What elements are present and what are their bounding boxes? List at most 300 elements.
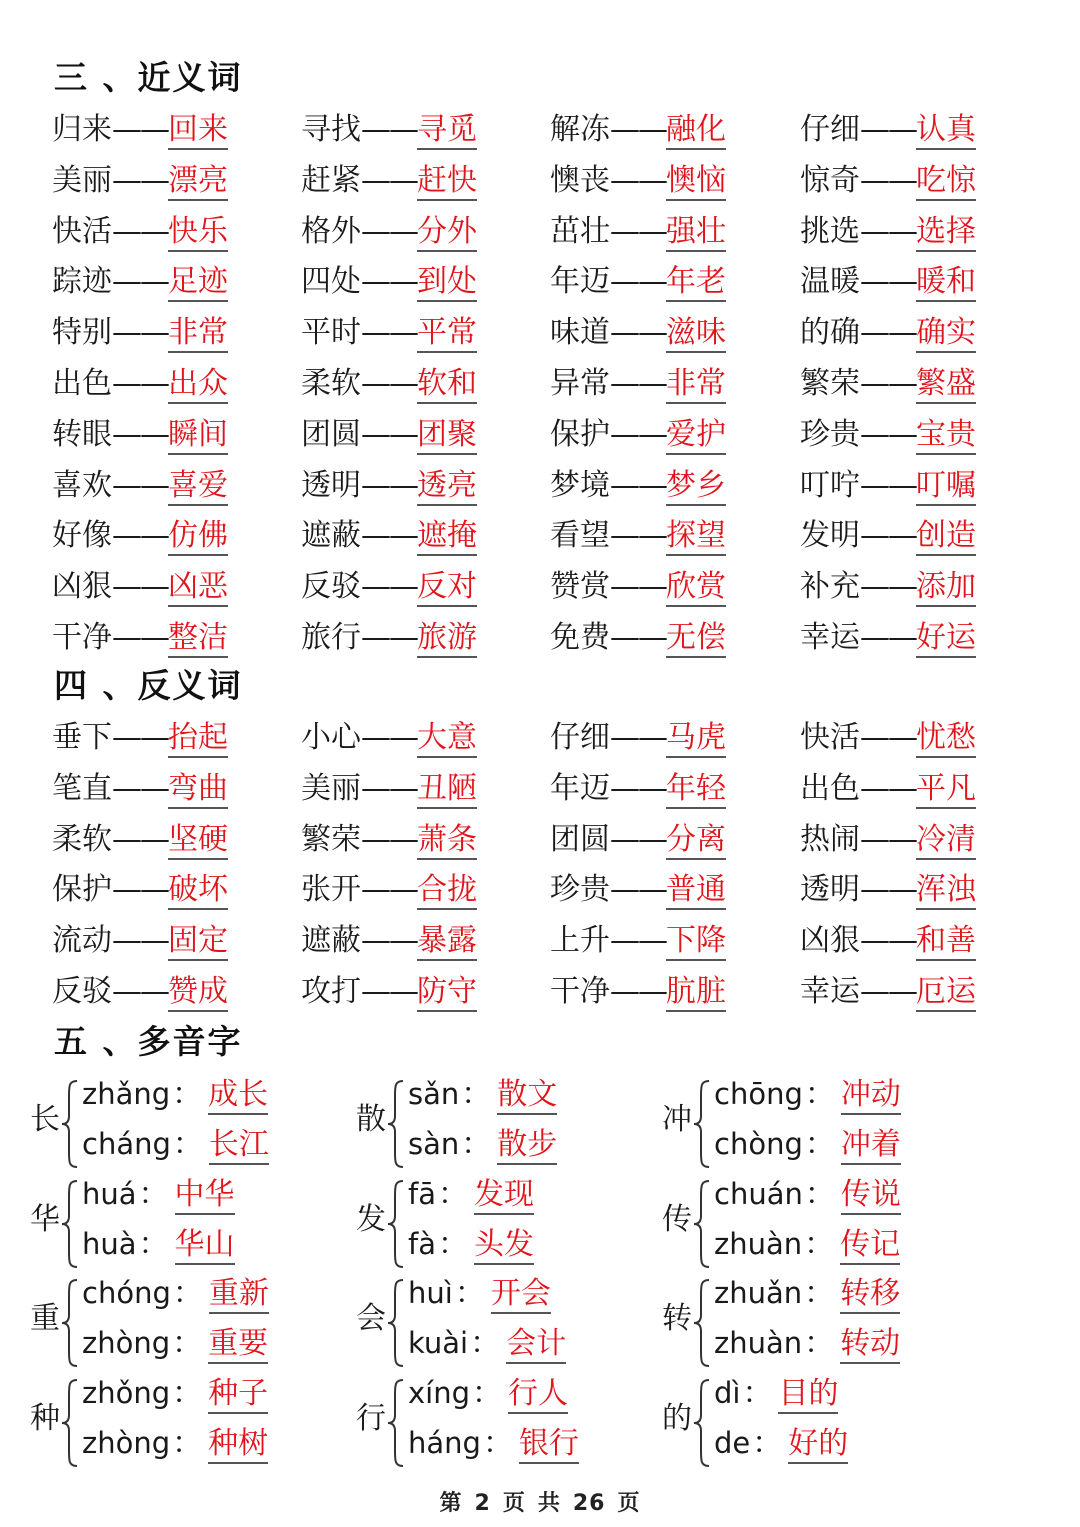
antonym-pair [301,919,477,963]
polyphone-reading [82,1074,268,1115]
footer-total-pages: 26 [572,1491,606,1516]
polyphone-reading [82,1373,268,1414]
prompt-word: 味道 [550,315,610,351]
dash-separator: —— [610,365,666,401]
antonym-pair [301,868,477,912]
dash-separator: —— [610,770,666,806]
antonym-pair [800,716,976,760]
synonym-pair [800,362,976,406]
prompt-word: 保护 [550,416,610,452]
polyphone-reading [714,1273,900,1314]
dash-separator: —— [610,264,666,300]
dash-separator: —— [610,720,666,755]
answer-word: 团聚 [417,417,477,455]
prompt-word: 珍贵 [550,872,610,908]
polyphone-reading [714,1074,901,1115]
colon-separator: ： [172,1376,203,1411]
dash-separator: —— [610,162,666,198]
synonym-pair [550,260,726,304]
footer-page-label: 页 [502,1491,526,1516]
answer-word: 赶快 [417,163,477,201]
answer-word: 融化 [666,112,726,150]
dash-separator: —— [361,569,417,605]
polyphone-group [356,1271,686,1371]
dash-separator: —— [361,264,417,300]
dash-separator: —— [361,518,417,554]
synonym-row [52,108,1052,159]
dash-separator: —— [610,973,666,1009]
answer-word: 仿佛 [168,518,228,556]
prompt-word: 遮蔽 [301,518,361,554]
dash-separator: —— [361,770,417,806]
prompt-word: 特别 [52,315,112,351]
example-word: 转移 [840,1276,900,1314]
prompt-word: 出色 [800,770,860,806]
prompt-word: 小心 [301,720,361,755]
antonym-pair [800,868,976,912]
prompt-word: 团圆 [301,416,361,452]
synonym-row [52,464,1052,515]
answer-word: 弯曲 [168,771,228,809]
answer-word: 肮脏 [666,974,726,1012]
answer-word: 冷清 [916,822,976,860]
dash-separator: —— [361,619,417,655]
answer-word: 繁盛 [916,366,976,404]
synonym-pair [301,159,477,203]
prompt-word: 繁荣 [301,821,361,857]
prompt-word: 赶紧 [301,162,361,198]
prompt-word: 上升 [550,923,610,959]
answer-word: 平常 [417,315,477,353]
pinyin-label: huì [408,1276,453,1310]
answer-word: 暖和 [916,264,976,302]
pinyin-label: zhuǎn [714,1276,803,1310]
dash-separator: —— [610,467,666,503]
antonym-pair [550,818,726,862]
polyphone-reading [714,1224,900,1265]
dash-separator: —— [112,872,168,908]
dash-separator: —— [112,264,168,300]
example-word: 发现 [474,1177,534,1215]
antonym-pair [52,818,228,862]
answer-word: 寻觅 [417,112,477,150]
example-word: 好的 [788,1426,848,1464]
dash-separator: —— [610,821,666,857]
polyphone-group [662,1371,992,1471]
synonym-pair [301,464,477,508]
synonym-pair [800,616,976,660]
example-word: 行人 [508,1376,568,1414]
dash-separator: —— [361,872,417,908]
dash-separator: —— [610,416,666,452]
synonym-row [52,565,1052,616]
synonym-pair [52,514,228,558]
prompt-word: 快活 [52,213,112,249]
prompt-word: 保护 [52,872,112,908]
synonym-pair [550,108,726,152]
synonym-pair [301,362,477,406]
polyphone-character: 会 [356,1301,386,1336]
pinyin-label: chóng [82,1276,171,1310]
colon-separator: ： [172,1276,203,1311]
antonym-pair [800,767,976,811]
answer-word: 吃惊 [916,163,976,201]
dash-separator: —— [361,467,417,503]
example-word: 重新 [209,1276,269,1314]
answer-word: 马虎 [666,720,726,758]
dash-separator: —— [860,162,916,198]
synonym-pair [550,514,726,558]
prompt-word: 幸运 [800,619,860,655]
polyphone-group [662,1271,992,1371]
pinyin-label: sǎn [408,1077,460,1111]
answer-word: 叮嘱 [916,468,976,506]
dash-separator: —— [610,315,666,351]
colon-separator: ： [804,1127,835,1162]
colon-separator: ： [461,1077,492,1112]
dash-separator: —— [860,872,916,908]
dash-separator: —— [361,365,417,401]
curly-brace-icon [386,1377,406,1469]
antonym-grid [52,716,1052,1021]
example-word: 传说 [841,1177,901,1215]
polyphone-character: 行 [356,1401,386,1436]
antonym-row [52,818,1052,869]
prompt-word: 干净 [52,619,112,655]
polyphone-group [662,1172,992,1272]
dash-separator: —— [112,770,168,806]
pinyin-label: fà [408,1227,436,1261]
prompt-word: 张开 [301,872,361,908]
pinyin-label: háng [408,1426,481,1460]
antonym-pair [550,767,726,811]
synonym-row [52,413,1052,464]
answer-word: 坚硬 [168,822,228,860]
prompt-word: 茁壮 [550,213,610,249]
example-word: 重要 [208,1326,268,1364]
answer-word: 到处 [417,264,477,302]
dash-separator: —— [860,720,916,755]
prompt-word: 快活 [800,720,860,755]
prompt-word: 看望 [550,518,610,554]
answer-word: 快乐 [168,214,228,252]
footer-page-number: 2 [474,1491,491,1516]
answer-word: 无偿 [666,620,726,658]
synonym-pair [550,565,726,609]
answer-word: 丑陋 [417,771,477,809]
dash-separator: —— [112,973,168,1009]
prompt-word: 发明 [800,518,860,554]
example-word: 散步 [497,1127,557,1165]
synonym-row [52,159,1052,210]
answer-word: 出众 [168,366,228,404]
synonym-pair [301,514,477,558]
polyphone-character: 的 [662,1401,692,1436]
curly-brace-icon [60,1377,80,1469]
polyphone-character: 华 [30,1202,60,1237]
polyphone-reading [408,1124,557,1165]
pinyin-label: zhuàn [714,1227,803,1261]
section-title-synonyms: 三 、近义词 [54,58,243,97]
colon-separator: ： [752,1426,783,1461]
prompt-word: 异常 [550,365,610,401]
synonym-pair [52,565,228,609]
polyphone-group [356,1072,686,1172]
answer-word: 防守 [417,974,477,1012]
answer-word: 确实 [916,315,976,353]
answer-word: 合拢 [417,872,477,910]
prompt-word: 攻打 [301,973,361,1009]
pinyin-label: huá [82,1177,137,1211]
colon-separator: ： [742,1376,773,1411]
pinyin-label: de [714,1426,751,1460]
synonym-pair [800,514,976,558]
colon-separator: ： [138,1227,169,1262]
dash-separator: —— [112,112,168,147]
polyphone-reading [82,1423,268,1464]
answer-word: 喜爱 [168,468,228,506]
colon-separator: ： [172,1127,203,1162]
answer-word: 普通 [666,872,726,910]
polyphone-group [662,1072,992,1172]
antonym-pair [550,716,726,760]
polyphone-reading [408,1074,557,1115]
synonym-pair [52,159,228,203]
colon-separator: ： [172,1426,203,1461]
colon-separator: ： [138,1177,169,1212]
synonym-pair [550,413,726,457]
section-title-polyphones: 五 、多音字 [54,1022,243,1061]
prompt-word: 好像 [52,518,112,554]
answer-word: 厄运 [916,974,976,1012]
synonym-pair [800,464,976,508]
prompt-word: 透明 [301,467,361,503]
prompt-word: 四处 [301,264,361,300]
answer-word: 遮掩 [417,518,477,556]
answer-word: 好运 [916,620,976,658]
synonym-pair [52,413,228,457]
prompt-word: 笔直 [52,770,112,806]
answer-word: 反对 [417,569,477,607]
pinyin-label: dì [714,1376,741,1410]
prompt-word: 梦境 [550,467,610,503]
polyphone-reading [408,1224,534,1265]
answer-word: 瞬间 [168,417,228,455]
polyphone-reading [82,1224,235,1265]
synonym-row [52,260,1052,311]
prompt-word: 凶狠 [800,923,860,959]
answer-word: 创造 [916,518,976,556]
synonym-pair [550,210,726,254]
prompt-word: 懊丧 [550,162,610,198]
synonym-row [52,616,1052,667]
example-word: 华山 [175,1227,235,1265]
synonym-pair [52,362,228,406]
polyphone-character: 转 [662,1301,692,1336]
curly-brace-icon [692,1178,712,1270]
prompt-word: 反驳 [52,973,112,1009]
dash-separator: —— [610,619,666,655]
answer-word: 年老 [666,264,726,302]
pinyin-label: zhòng [82,1426,171,1460]
prompt-word: 幸运 [800,973,860,1009]
prompt-word: 归来 [52,112,112,147]
dash-separator: —— [112,416,168,452]
dash-separator: —— [112,315,168,351]
dash-separator: —— [860,416,916,452]
polyphone-group [30,1371,360,1471]
polyphone-reading [82,1174,235,1215]
synonym-pair [800,210,976,254]
pinyin-label: zhòng [82,1326,171,1360]
prompt-word: 赞赏 [550,569,610,605]
antonym-pair [800,970,976,1014]
polyphone-reading [714,1323,900,1364]
dash-separator: —— [112,213,168,249]
prompt-word: 遮蔽 [301,923,361,959]
page-footer [0,1486,1080,1517]
polyphone-reading [82,1323,268,1364]
pinyin-label: xíng [408,1376,471,1410]
example-word: 银行 [519,1426,579,1464]
dash-separator: —— [860,923,916,959]
answer-word: 萧条 [417,822,477,860]
dash-separator: —— [361,720,417,755]
example-word: 冲着 [841,1127,901,1165]
dash-separator: —— [610,923,666,959]
curly-brace-icon [60,1277,80,1369]
polyphone-group [356,1371,686,1471]
synonym-pair [52,616,228,660]
synonym-pair [301,616,477,660]
prompt-word: 珍贵 [800,416,860,452]
pinyin-label: cháng [82,1127,171,1161]
answer-word: 抬起 [168,720,228,758]
antonym-pair [550,919,726,963]
prompt-word: 美丽 [301,770,361,806]
prompt-word: 补充 [800,569,860,605]
dash-separator: —— [610,569,666,605]
prompt-word: 叮咛 [800,467,860,503]
antonym-row [52,868,1052,919]
section-title-antonyms: 四 、反义词 [54,666,243,705]
synonym-pair [52,464,228,508]
antonym-pair [52,767,228,811]
prompt-word: 格外 [301,213,361,249]
answer-word: 旅游 [417,620,477,658]
synonym-pair [52,108,228,152]
answer-word: 回来 [168,112,228,150]
answer-word: 整洁 [168,620,228,658]
dash-separator: —— [610,872,666,908]
antonym-pair [52,868,228,912]
answer-word: 强壮 [666,214,726,252]
synonym-row [52,311,1052,362]
dash-separator: —— [860,518,916,554]
antonym-pair [800,919,976,963]
colon-separator: ： [804,1227,835,1262]
pinyin-label: fā [408,1177,436,1211]
polyphone-character: 冲 [662,1102,692,1137]
polyphone-group [30,1271,360,1371]
answer-word: 添加 [916,569,976,607]
synonym-pair [52,311,228,355]
dash-separator: —— [860,112,916,147]
pinyin-label: chōng [714,1077,803,1111]
answer-word: 滋味 [666,315,726,353]
footer-total-label: 页 [617,1491,641,1516]
antonym-pair [301,818,477,862]
answer-word: 非常 [666,366,726,404]
polyphone-reading [408,1174,534,1215]
dash-separator: —— [860,365,916,401]
example-word: 种子 [208,1376,268,1414]
dash-separator: —— [112,720,168,755]
polyphone-character: 发 [356,1202,386,1237]
colon-separator: ： [172,1326,203,1361]
prompt-word: 年迈 [550,264,610,300]
synonym-pair [550,311,726,355]
example-word: 中华 [175,1177,235,1215]
antonym-pair [800,818,976,862]
prompt-word: 挑选 [800,213,860,249]
answer-word: 分外 [417,214,477,252]
pinyin-label: zhǒng [82,1376,171,1410]
prompt-word: 旅行 [301,619,361,655]
synonym-pair [52,260,228,304]
synonym-row [52,362,1052,413]
answer-word: 分离 [666,822,726,860]
polyphone-character: 传 [662,1202,692,1237]
footer-total-prefix: 共 [537,1491,561,1516]
prompt-word: 的确 [800,315,860,351]
antonym-pair [52,970,228,1014]
colon-separator: ： [472,1376,503,1411]
example-word: 头发 [474,1227,534,1265]
dash-separator: —— [361,112,417,147]
answer-word: 懊恼 [666,163,726,201]
example-word: 开会 [491,1276,551,1314]
antonym-row [52,716,1052,767]
dash-separator: —— [860,619,916,655]
prompt-word: 转眼 [52,416,112,452]
synonym-pair [301,311,477,355]
colon-separator: ： [172,1077,203,1112]
colon-separator: ： [804,1326,835,1361]
polyphone-reading [714,1174,901,1215]
answer-word: 爱护 [666,417,726,455]
dash-separator: —— [860,213,916,249]
prompt-word: 美丽 [52,162,112,198]
prompt-word: 透明 [800,872,860,908]
synonym-pair [550,616,726,660]
example-word: 种树 [208,1426,268,1464]
polyphone-reading [408,1373,568,1414]
synonym-pair [550,362,726,406]
dash-separator: —— [361,162,417,198]
answer-word: 梦乡 [666,468,726,506]
antonym-pair [301,716,477,760]
curly-brace-icon [386,1078,406,1170]
pinyin-label: sàn [408,1127,460,1161]
synonym-pair [301,565,477,609]
answer-word: 破坏 [168,872,228,910]
colon-separator: ： [482,1426,513,1461]
answer-word: 赞成 [168,974,228,1012]
example-word: 冲动 [841,1077,901,1115]
synonym-pair [301,260,477,304]
answer-word: 年轻 [666,771,726,809]
